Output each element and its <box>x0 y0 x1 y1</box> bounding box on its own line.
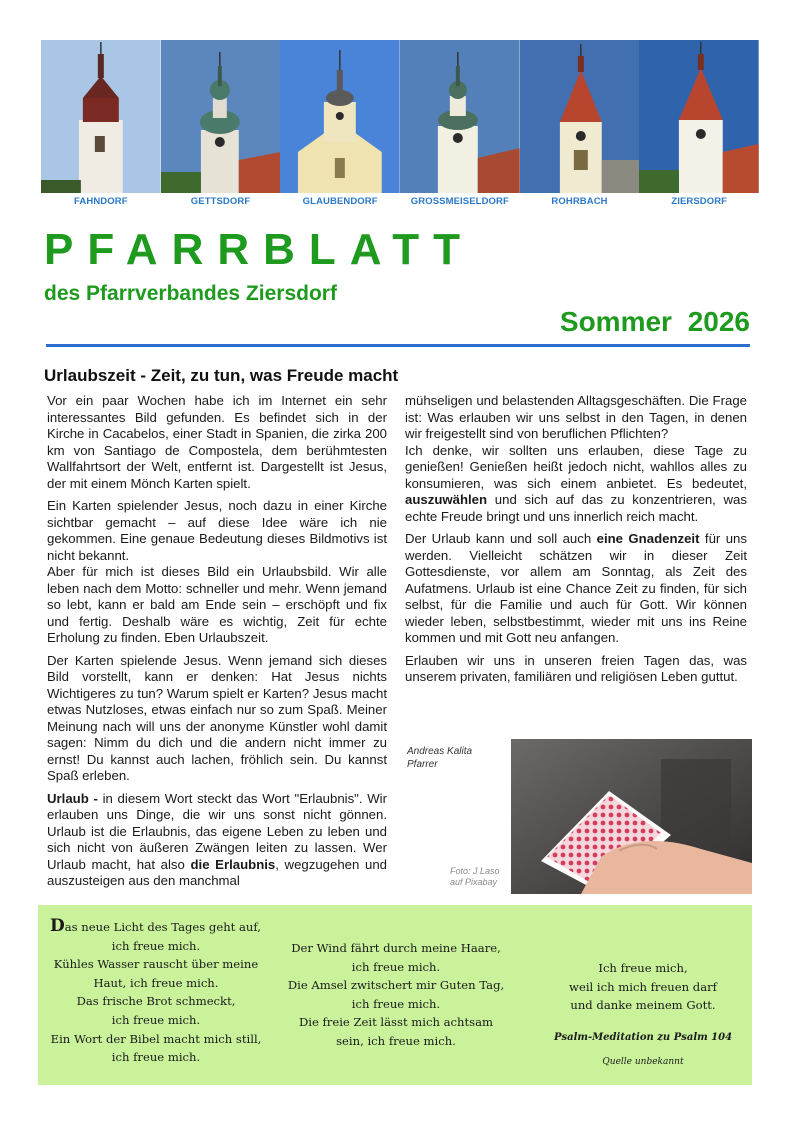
psalm-meditation-box <box>38 905 752 1085</box>
church-photo-glaubendorf <box>280 40 400 193</box>
meditation-line: sein, ich freue mich. <box>336 1033 456 1048</box>
meditation-line: ich freue mich. <box>111 1012 201 1027</box>
paragraph: Der Karten spielende Jesus. Wenn jemand sich dieses Bild vorstellt, kann er denken: Hat Jesus nichts Wichtigeres zu tun? Warum spielt er Karten? Jesus macht etwas Nutzloses, etwas einfach nur so zum Spaß. Meiner Meinung nach will uns der anonyme Künstler wohl damit sagen: Nimm du dich und die andern nicht immer zu ernst! Du kannst auch lachen, fröhlich sein. Du kannst Spaß erleben. <box>47 652 387 783</box>
meditation-line: Haut, ich freue mich. <box>93 975 219 990</box>
place-name: ZIERSDORF <box>671 196 728 207</box>
photo-credit-line: Foto: J Laso <box>450 866 500 876</box>
church-photo-gettsdorf <box>161 40 281 193</box>
meditation-line: weil ich mich freuen darf <box>569 979 717 994</box>
meditation-line: und danke meinem Gott. <box>570 998 716 1013</box>
text: für uns werden. Vielleicht schätzen wir in dieser Zeit Gottesdienste, vor allem am Sonntag, als Zeit des Aufatmens. Urlaub ist eine Chance Zeit zu finden, für sich selbst, für die Familie und auch für Gott. Wir können wieder leben, selbstbestimmt, wieder mit uns ins Reine kommen und mit Gott neu anfangen. <box>405 531 747 645</box>
bold-text: Urlaub - <box>47 790 98 806</box>
church-photo-banner <box>41 40 759 193</box>
meditation-reference: Psalm-Meditation zu Psalm 104 <box>553 1031 733 1043</box>
meditation-column-1 <box>42 917 270 1067</box>
meditation-line: Kühles Wasser rauscht über meine <box>53 957 259 972</box>
paragraph <box>47 791 387 890</box>
newsletter-subtitle: des Pfarrverbandes Ziersdorf <box>44 282 337 305</box>
author-name: Andreas Kalita <box>407 746 473 757</box>
meditation-source: Quelle unbekannt <box>602 1057 684 1068</box>
meditation-line: ich freue mich. <box>351 996 441 1011</box>
place-name: FAHNDORF <box>74 196 128 207</box>
bold-text: eine Gnadenzeit <box>596 531 700 546</box>
author-role: Pfarrer <box>407 759 438 770</box>
meditation-line: Das frische Brot schmeckt, <box>76 994 236 1009</box>
article-column-right <box>405 393 747 692</box>
text: Ich denke, wir sollten uns erlauben, diese Tage zu genießen! Genießen heißt jedoch nicht, wahllos alles zu konsumieren, was sich einem anbietet. Es bedeutet, <box>405 442 747 491</box>
church-photo-rohrbach <box>520 40 640 193</box>
bold-text: auszuwählen <box>405 492 488 507</box>
meditation-line: Die freie Zeit lässt mich achtsam <box>298 1015 494 1030</box>
paragraph: mühseligen und belastenden Alltagsgeschäften. Die Frage ist: Was erlauben wir uns selbst in den Tagen, in denen wir freigestellt sind von beruflichen Pflichten? <box>405 393 747 441</box>
header-divider <box>46 344 750 347</box>
place-names-row <box>41 196 759 212</box>
paragraph: Erlauben wir uns in unseren freien Tagen das, was unserem privaten, familiären und religiösen Leben guttut. <box>405 652 747 684</box>
place-name: ROHRBACH <box>551 196 608 207</box>
meditation-line: ich freue mich. <box>111 1050 201 1065</box>
meditation-column-3 <box>536 959 750 1072</box>
paragraph <box>405 443 747 526</box>
paragraph: Aber für mich ist dieses Bild ein Urlaubsbild. Wir alle leben nach dem Motto: schneller und mehr. Wenn jemand so lebt, kann er bald am Ende sein – erschöpft und fix und fertig. Deshalb wäre es wichtig, Zeit für echte Erholung zu finden. Eben Urlaubszeit. <box>47 564 387 645</box>
newsletter-title: PFARRBLATT <box>44 225 475 274</box>
meditation-line: Ein Wort der Bibel macht mich still, <box>50 1031 262 1046</box>
meditation-line: Ich freue mich, <box>598 961 688 975</box>
author-signature <box>407 745 472 771</box>
place-name: GLAUBENDORF <box>302 196 378 207</box>
meditation-line: Das neue Licht des Tages geht auf, <box>50 916 261 936</box>
church-photo-ziersdorf <box>639 40 759 193</box>
place-name: GROSSMEISELDORF <box>410 196 509 207</box>
bold-text: die Erlaubnis <box>190 856 276 872</box>
meditation-line: ich freue mich. <box>351 959 441 974</box>
meditation-line: Der Wind fährt durch meine Haare, <box>291 941 501 955</box>
paragraph: Vor ein paar Wochen habe ich im Internet ein sehr interessantes Bild gefunden. Es befindet sich in der Kirche in Cacabelos, einer Stadt in Spanien, die zirka 200 km von Santiago de Compostela, dem berühmtesten Wallfahrtsort der Welt, entfernt ist. Dargestellt ist Jesus, der mit einem Mönch Karten spielt. <box>47 393 387 491</box>
article-column-left <box>47 393 387 896</box>
playing-cards-photo <box>511 739 752 894</box>
text: , wegzugehen und auszusteigen aus den manchmal <box>47 856 387 888</box>
photo-credit <box>450 866 500 888</box>
meditation-line: ich freue mich. <box>111 938 201 953</box>
meditation-column-2 <box>274 939 518 1051</box>
paragraph <box>405 531 747 647</box>
text: Der Urlaub kann und soll auch <box>405 531 597 546</box>
text: in diesem Wort steckt das Wort "Erlaubnis". Wir erlauben uns Dinge, die wir uns sonst nicht gönnen. Urlaub ist die Erlaubnis, das eigene Leben zu leben und sich nicht von äußeren Zwängen leiten zu lassen. Wer Urlaub macht, hat also <box>47 790 387 872</box>
place-name: GETTSDORF <box>190 196 251 207</box>
article-heading: Urlaubszeit - Zeit, zu tun, was Freude macht <box>44 366 399 385</box>
photo-credit-line: auf Pixabay <box>450 877 498 887</box>
issue-label: Sommer 2026 <box>559 306 750 337</box>
paragraph: Ein Karten spielender Jesus, noch dazu in einer Kirche sichtbar gemacht – auf diese Idee wäre ich nie gekommen. Eine genaue Bedeutung dieses Bildmotivs ist nicht bekannt. <box>47 498 387 563</box>
church-photo-fahndorf <box>41 40 161 193</box>
text: und sich auf das zu konzentrieren, was echte Freude bringt und uns innerlich reich macht. <box>405 492 747 524</box>
church-photo-grossmeiseldorf <box>400 40 520 193</box>
meditation-line: Die Amsel zwitschert mir Guten Tag, <box>287 978 505 993</box>
